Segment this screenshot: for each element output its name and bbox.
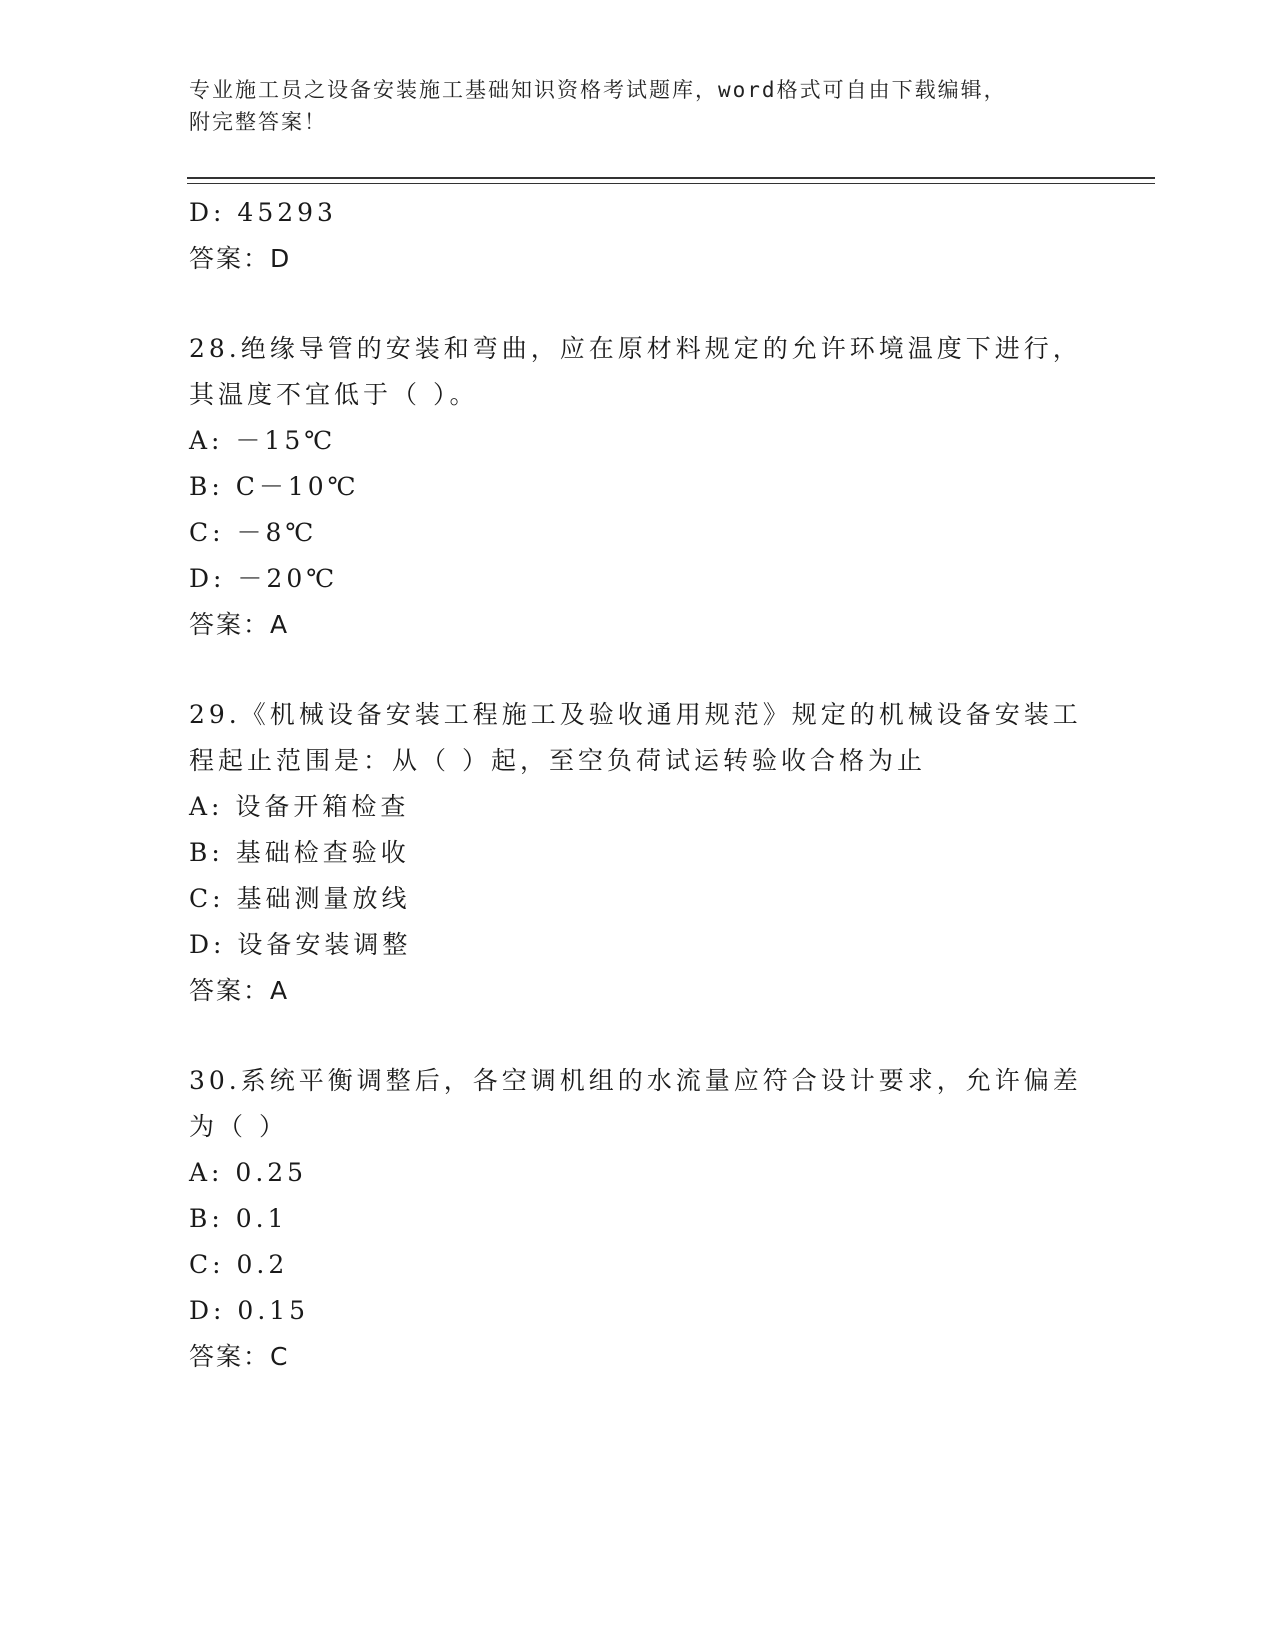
option-c: C: 0.2 [189,1250,289,1279]
question-28 [189,326,1089,648]
header-title-line-1: 专业施工员之设备安装施工基础知识资格考试题库，word格式可自由下载编辑， [189,78,1007,102]
answer-line: 答案：A [189,976,290,1005]
question-stem-line-2: 为（ ） [189,1112,288,1141]
option-a: A: －15℃ [189,426,337,455]
answer-line: 答案：D [189,244,292,273]
question-29 [189,692,1089,1014]
header-divider-thin [187,183,1155,184]
answer-line: 答案：C [189,1342,290,1371]
option-d: D: －20℃ [189,564,339,593]
option-b: B: 基础检查验收 [189,838,410,867]
option-d: D: 设备安装调整 [189,930,412,959]
question-stem-line-1: 28.绝缘导管的安装和弯曲，应在原材料规定的允许环境温度下进行， [189,334,1082,363]
option-a: A: 设备开箱检查 [189,792,410,821]
spacer [189,1014,1089,1058]
question-stem-line-1: 29.《机械设备安装工程施工及验收通用规范》规定的机械设备安装工 [189,700,1082,729]
option-d: D: 0.15 [189,1296,310,1325]
option-c: C: 基础测量放线 [189,884,411,913]
option-c: C: －8℃ [189,518,318,547]
spacer [189,282,1089,326]
answer-line: 答案：A [189,610,290,639]
option-a: A: 0.25 [189,1158,308,1187]
document-header [189,74,1089,138]
question-stem-line-2: 程起止范围是：从（ ）起，至空负荷试运转验收合格为止 [189,746,926,775]
header-title-line-2: 附完整答案！ [189,110,327,134]
header-divider-thick [187,177,1155,179]
spacer [189,648,1089,692]
question-stem-line-2: 其温度不宜低于（ ）。 [189,380,479,409]
option-d: D: 45293 [189,198,337,227]
question-list [189,190,1089,1380]
question-27-tail [189,190,1089,282]
option-b: B: C－10℃ [189,472,360,501]
option-b: B: 0.1 [189,1204,288,1233]
question-30 [189,1058,1089,1380]
question-stem-line-1: 30.系统平衡调整后，各空调机组的水流量应符合设计要求，允许偏差 [189,1066,1082,1095]
